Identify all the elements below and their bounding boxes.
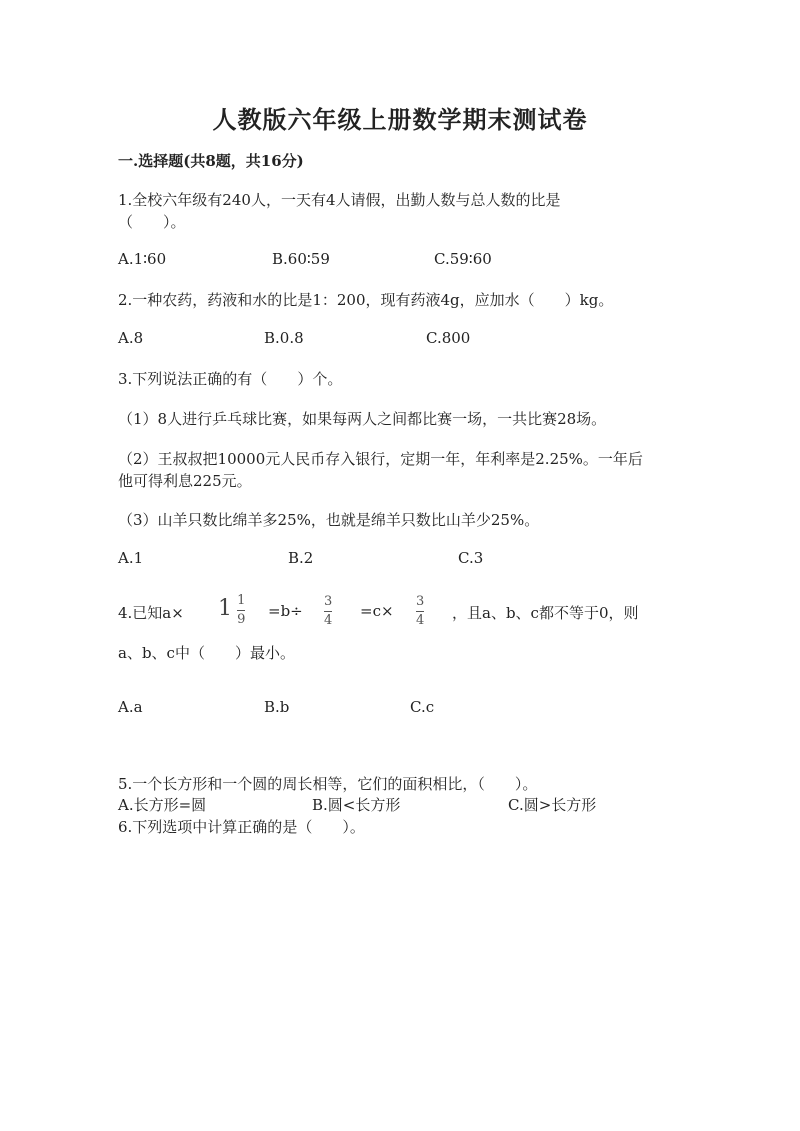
question-4-line-2: a、b、c中（ ）最小。 <box>118 644 295 662</box>
fraction-2-numerator: 3 <box>324 594 333 609</box>
q5-option-a: A.长方形=圆 <box>118 796 207 814</box>
fraction-3 <box>416 594 424 629</box>
question-3-text: 3.下列说法正确的有（ ）个。 <box>118 370 343 388</box>
q3-option-b: B.2 <box>288 549 314 567</box>
q1-option-b: B.60∶59 <box>272 250 330 268</box>
fraction-3-denominator: 4 <box>416 613 425 628</box>
question-1-text: 1.全校六年级有240人，一天有4人请假，出勤人数与总人数的比是 <box>118 191 561 209</box>
mixed-number-whole: 1 <box>218 596 232 621</box>
q3-statement-1: （1）8人进行乒乓球比赛，如果每两人之间都比赛一场，一共比赛28场。 <box>118 410 607 428</box>
mixed-number <box>218 593 245 628</box>
question-1-blank: （ ）。 <box>118 213 186 231</box>
fraction-2-denominator: 4 <box>324 613 333 628</box>
q4-option-c: C.c <box>410 698 435 716</box>
page-title: 人教版六年级上册数学期末测试卷 <box>212 105 588 134</box>
q3-statement-2: （2）王叔叔把10000元人民币存入银行，定期一年，年利率是2.25%。一年后 <box>118 450 643 468</box>
q1-option-a: A.1∶60 <box>118 250 167 268</box>
section-heading: 一.选择题(共8题，共16分) <box>118 152 304 170</box>
question-6-text: 6.下列选项中计算正确的是（ ）。 <box>118 818 365 836</box>
q3-statement-2-cont: 他可得利息225元。 <box>118 472 252 490</box>
q2-option-c: C.800 <box>426 329 471 347</box>
q3-statement-3: （3）山羊只数比绵羊多25%，也就是绵羊只数比山羊少25%。 <box>118 511 540 529</box>
q5-option-c: C.圆>长方形 <box>508 796 597 814</box>
fraction-3-numerator: 3 <box>416 594 425 609</box>
question-4-mid-1: =b÷ <box>268 602 303 620</box>
q4-option-a: A.a <box>118 698 143 716</box>
question-2-text: 2.一种农药，药液和水的比是1：200，现有药液4g，应加水（ ）kg。 <box>118 291 614 309</box>
q5-option-b: B.圆<长方形 <box>312 796 401 814</box>
fraction-2 <box>324 594 332 629</box>
fraction-1-denominator: 9 <box>237 612 246 627</box>
question-4-suffix: ，且a、b、c都不等于0，则 <box>452 604 639 622</box>
q3-option-a: A.1 <box>118 549 144 567</box>
q2-option-b: B.0.8 <box>264 329 304 347</box>
question-4-prefix: 4.已知a× <box>118 604 184 622</box>
q4-option-b: B.b <box>264 698 290 716</box>
q1-option-c: C.59∶60 <box>434 250 492 268</box>
q2-option-a: A.8 <box>118 329 144 347</box>
fraction-1-numerator: 1 <box>237 593 246 608</box>
question-5-text: 5.一个长方形和一个圆的周长相等，它们的面积相比，（ ）。 <box>118 775 538 793</box>
q3-option-c: C.3 <box>458 549 484 567</box>
fraction-1 <box>237 593 245 628</box>
question-4-mid-2: =c× <box>360 602 394 620</box>
